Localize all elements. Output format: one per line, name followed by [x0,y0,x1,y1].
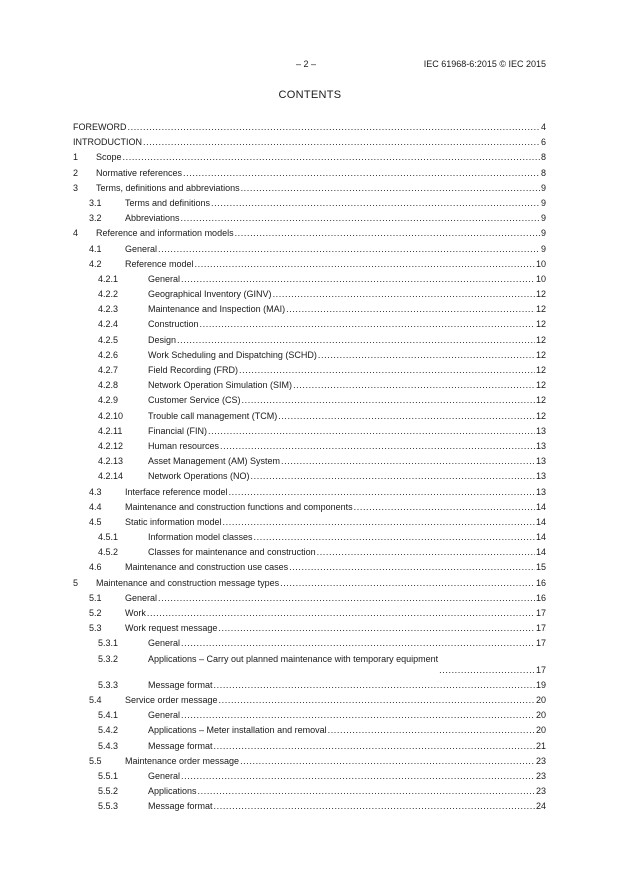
toc-section-number: 2 [73,167,79,178]
toc-dot-leader [214,680,535,691]
toc-section-number: 4.6 [89,562,102,573]
toc-dot-leader [128,122,540,133]
toc-leader-and-page [208,426,546,437]
toc-section-title: General [125,592,158,603]
toc-page-number: 17 [535,638,546,649]
toc-section-number: 5.4.2 [98,725,119,736]
toc-section-number: 4.1 [89,243,102,254]
toc-entry[interactable] [73,786,546,797]
toc-leader-and-page [318,350,546,361]
toc-entry[interactable] [73,578,546,589]
toc-dot-leader [219,695,535,706]
toc-page-number: 15 [535,562,546,573]
toc-section-title: Asset Management (AM) System [148,456,281,467]
toc-leader-and-page [281,456,546,467]
page-number-marker: – 2 – [296,59,317,69]
toc-leader-and-page [198,786,546,797]
toc-section-number: 3.2 [89,213,102,224]
toc-section-number: 5.3.3 [98,679,119,690]
toc-section-title: Maintenance and construction functions and components [125,501,353,512]
toc-entry[interactable] [73,411,546,422]
toc-dot-leader [158,244,540,255]
toc-section-title: Information model classes [148,532,253,543]
toc-section-title: Message format [148,801,213,812]
toc-section-title: Geographical Inventory (GINV) [148,289,272,300]
toc-page-number: 19 [535,679,546,690]
toc-entry[interactable] [73,680,546,691]
contents-heading: CONTENTS [278,89,342,101]
toc-section-number: 4 [73,228,79,239]
toc-entry[interactable] [73,608,546,619]
toc-entry[interactable] [73,259,546,270]
toc-page-number: 17 [535,664,546,675]
toc-section-title: Work Scheduling and Dispatching (SCHD) [148,349,317,360]
toc-leader-and-page [214,801,546,812]
toc-leader-and-page [235,228,546,239]
toc-dot-leader [123,152,540,163]
toc-leader-and-page [143,137,546,148]
toc-entry[interactable] [73,137,546,148]
toc-section-title: Normative references [96,167,183,178]
toc-entry[interactable] [73,244,546,255]
toc-section-number: 4.2.2 [98,289,119,300]
toc-section-title: Maintenance and construction use cases [125,562,289,573]
toc-page-number: 13 [535,440,546,451]
toc-dot-leader [214,801,535,812]
toc-page-number: 23 [535,755,546,766]
toc-leader-and-page [218,623,546,634]
toc-section-number: 3 [73,182,79,193]
toc-section-title: Customer Service (CS) [148,395,241,406]
toc-page-number: 14 [535,501,546,512]
toc-dot-leader [293,380,535,391]
toc-dot-leader [286,304,535,315]
toc-section-number: 4.2 [89,258,102,269]
toc-page-number: 12 [535,289,546,300]
toc-page-number: 16 [535,577,546,588]
toc-leader-and-page [278,411,546,422]
toc-section-number: 4.2.13 [98,456,124,467]
toc-page-number: 13 [535,425,546,436]
toc-dot-leader [158,593,535,604]
toc-page-number: 20 [535,694,546,705]
toc-section-number: 5.5 [89,755,102,766]
toc-leader-and-page [220,441,546,452]
toc-section-number: 4.5 [89,516,102,527]
toc-section-title: Message format [148,740,213,751]
toc-leader-and-page [181,213,546,224]
toc-leader-and-page [439,665,546,676]
toc-section-number: 4.2.8 [98,380,119,391]
toc-section-title: Classes for maintenance and construction [148,547,316,558]
toc-page-number: 9 [540,197,546,208]
toc-section-title: General [148,770,181,781]
toc-leader-and-page [229,487,546,498]
toc-page-number: 12 [535,319,546,330]
toc-entry[interactable] [73,274,546,285]
toc-dot-leader [251,471,535,482]
toc-section-number: 4.5.1 [98,532,119,543]
toc-page-number: 20 [535,710,546,721]
toc-entry[interactable] [73,228,546,239]
toc-section-title: Applications – Carry out planned maintenance with temporary equipment [148,653,439,664]
toc-page-number: 12 [535,304,546,315]
toc-page-number: 12 [535,334,546,345]
toc-page-number: 14 [535,547,546,558]
toc-entry[interactable] [73,562,546,573]
toc-entry[interactable] [73,487,546,498]
toc-leader-and-page [181,710,546,721]
toc-entry[interactable] [73,183,546,194]
toc-page-number: 10 [535,258,546,269]
toc-leader-and-page [214,741,546,752]
toc-leader-and-page [195,259,546,270]
toc-leader-and-page [328,725,546,736]
toc-dot-leader [328,725,535,736]
toc-page-number: 8 [540,167,546,178]
toc-dot-leader [229,487,535,498]
table-of-contents [73,122,546,816]
toc-page-number: 24 [535,801,546,812]
toc-section-number: 5.4.1 [98,710,119,721]
toc-entry[interactable] [73,456,546,467]
toc-dot-leader [235,228,540,239]
toc-dot-leader [195,259,535,270]
toc-page-number: 9 [540,243,546,254]
toc-page-number: 20 [535,725,546,736]
toc-entry[interactable] [73,441,546,452]
toc-leader-and-page [181,638,546,649]
toc-page-number: 6 [540,137,546,148]
toc-entry[interactable] [73,771,546,782]
toc-section-number: 4.2.6 [98,349,119,360]
toc-dot-leader [211,198,540,209]
toc-section-number: 5.3.1 [98,638,119,649]
toc-section-title: Work [125,608,146,618]
toc-section-title: Message format [148,679,213,690]
toc-entry[interactable] [73,350,546,361]
toc-section-title: Applications [148,786,197,797]
toc-page-number: 13 [535,456,546,467]
toc-dot-leader [181,638,535,649]
toc-entry[interactable] [73,638,546,649]
toc-dot-leader [278,411,535,422]
toc-section-title: FOREWORD [73,122,127,132]
toc-dot-leader [354,502,535,513]
toc-section-title: Scope [96,152,122,163]
toc-dot-leader [198,786,535,797]
toc-dot-leader [177,335,535,346]
toc-page-number: 9 [540,182,546,193]
toc-entry[interactable] [73,623,546,634]
toc-entry[interactable] [73,380,546,391]
toc-section-title: Reference and information models [96,228,234,239]
toc-page-number: 13 [535,486,546,497]
toc-section-number: 4.2.4 [98,319,119,330]
toc-leader-and-page [158,593,546,604]
toc-section-title: Maintenance order message [125,755,240,766]
toc-section-number: 4.2.12 [98,440,124,451]
toc-section-number: 5.1 [89,592,102,603]
toc-dot-leader [318,350,535,361]
toc-leader-and-page [147,608,546,619]
toc-section-title: Static information model [125,516,222,527]
toc-section-title: General [148,638,181,649]
toc-section-number: 5 [73,577,79,588]
standard-reference: IEC 61968-6:2015 © IEC 2015 [423,59,546,69]
toc-section-title: Abbreviations [125,213,180,224]
toc-section-title: Terms, definitions and abbreviations [96,182,240,193]
toc-entry[interactable] [73,213,546,224]
toc-section-number: 5.3.2 [98,653,119,664]
toc-page-number: 17 [535,623,546,634]
toc-section-number: 1 [73,152,79,163]
toc-dot-leader [273,289,535,300]
toc-entry[interactable] [73,756,546,767]
toc-page-number: 12 [535,365,546,375]
toc-entry[interactable] [73,304,546,315]
toc-leader-and-page [240,756,546,767]
toc-leader-and-page [273,289,546,300]
toc-leader-and-page [219,695,546,706]
toc-dot-leader [143,137,540,148]
toc-section-title: General [148,710,181,721]
toc-section-title: Work request message [125,623,218,634]
toc-section-title: Maintenance and construction message types [96,577,280,588]
toc-dot-leader [183,168,540,179]
toc-section-title: Network Operations (NO) [148,471,250,482]
toc-section-number: 4.2.3 [98,304,119,315]
toc-section-title: Applications – Meter installation and removal [148,725,327,736]
toc-section-title: Financial (FIN) [148,425,208,436]
toc-section-title: Maintenance and Inspection (MAI) [148,304,286,315]
toc-section-title: Network Operation Simulation (SIM) [148,380,293,391]
toc-section-title: General [148,273,181,284]
toc-page-number: 14 [535,516,546,527]
toc-section-number: 5.4.3 [98,740,119,751]
toc-section-title: Trouble call management (TCM) [148,410,278,421]
toc-dot-leader [317,547,535,558]
toc-section-number: 4.2.5 [98,334,119,345]
toc-section-number: 4.5.2 [98,547,119,558]
toc-dot-leader [181,710,535,721]
toc-leader-and-page [214,680,546,691]
toc-leader-and-page [128,122,547,133]
toc-leader-and-page [200,319,546,330]
toc-section-title: Terms and definitions [125,197,211,208]
toc-leader-and-page [354,502,546,513]
toc-section-number: 4.2.11 [98,425,123,436]
toc-page-number: 10 [535,273,546,284]
toc-entry[interactable] [73,319,546,330]
toc-section-title: Design [148,334,177,345]
toc-entry[interactable] [73,532,546,543]
toc-page-number: 16 [535,592,546,603]
toc-entry[interactable] [73,152,546,163]
toc-entry[interactable] [73,122,546,133]
toc-page-number: 21 [535,740,546,751]
toc-leader-and-page [211,198,546,209]
toc-page-number: 9 [540,213,546,224]
toc-section-title: Service order message [125,694,218,705]
toc-page-number: 8 [540,152,546,163]
toc-leader-and-page [254,532,546,543]
toc-section-number: 5.5.1 [98,770,119,781]
toc-section-number: 5.5.3 [98,801,119,812]
toc-entry[interactable] [73,471,546,482]
toc-dot-leader [241,183,540,194]
toc-page-number: 17 [535,608,546,618]
toc-page-number: 12 [535,349,546,360]
toc-section-title: General [125,243,158,254]
toc-section-number: 5.5.2 [98,786,119,797]
toc-entry[interactable] [73,395,546,406]
toc-entry[interactable] [73,547,546,558]
toc-section-title: Human resources [148,440,220,451]
toc-entry[interactable] [73,289,546,300]
toc-entry[interactable] [73,198,546,209]
toc-entry[interactable] [73,502,546,513]
toc-section-number: 4.2.1 [98,273,119,284]
toc-leader-and-page [289,562,546,573]
toc-entry[interactable] [73,725,546,736]
toc-leader-and-page [251,471,546,482]
toc-dot-leader [208,426,535,437]
toc-leader-and-page [280,578,546,589]
toc-page-number: 13 [535,471,546,482]
toc-section-number: 4.3 [89,486,102,497]
toc-leader-and-page [177,335,546,346]
toc-dot-leader [181,213,540,224]
toc-dot-leader [181,274,535,285]
toc-page-number: 12 [535,410,546,421]
toc-leader-and-page [286,304,546,315]
toc-entry[interactable] [73,426,546,437]
toc-leader-and-page [123,152,546,163]
toc-section-title: Reference model [125,258,194,269]
toc-section-title: Interface reference model [125,486,228,497]
toc-dot-leader [280,578,535,589]
toc-dot-leader [220,441,535,452]
toc-leader-and-page [317,547,546,558]
toc-entry[interactable] [73,517,546,528]
toc-entry[interactable] [73,335,546,346]
toc-page-number: 12 [535,395,546,406]
toc-dot-leader [147,608,535,619]
toc-entry[interactable] [73,741,546,752]
toc-leader-and-page [241,183,546,194]
toc-dot-leader [439,665,535,676]
toc-dot-leader [214,741,535,752]
toc-dot-leader [181,771,535,782]
toc-dot-leader [242,395,535,406]
toc-leader-and-page [242,395,546,406]
toc-leader-and-page [181,274,546,285]
toc-dot-leader [239,365,535,376]
toc-dot-leader [218,623,535,634]
toc-section-number: 5.3 [89,623,102,634]
toc-section-number: 4.2.7 [98,365,119,375]
toc-section-title: Construction [148,319,199,330]
toc-section-number: 4.2.14 [98,471,124,482]
toc-leader-and-page [239,365,546,376]
toc-dot-leader [254,532,535,543]
toc-section-number: 5.4 [89,694,102,705]
toc-entry[interactable] [73,593,546,604]
toc-section-number: 4.2.10 [98,410,124,421]
toc-leader-and-page [158,244,546,255]
toc-section-title: Field Recording (FRD) [148,365,239,375]
toc-section-number: 4.2.9 [98,395,119,406]
toc-leader-and-page [223,517,546,528]
toc-page-number: 14 [535,532,546,543]
toc-dot-leader [240,756,535,767]
toc-page-number: 12 [535,380,546,391]
toc-page-number: 23 [535,770,546,781]
toc-dot-leader [200,319,535,330]
toc-leader-and-page [181,771,546,782]
toc-section-number: 3.1 [89,197,102,208]
toc-dot-leader [281,456,535,467]
toc-page-number: 9 [540,228,546,239]
toc-entry[interactable] [73,695,546,706]
toc-entry[interactable] [73,168,546,179]
toc-entry[interactable] [73,654,546,676]
toc-entry[interactable] [73,365,546,376]
toc-page-number: 4 [540,122,546,132]
toc-entry[interactable] [73,710,546,721]
toc-section-number: 5.2 [89,608,102,618]
toc-section-title: INTRODUCTION [73,137,142,148]
toc-page-number: 23 [535,786,546,797]
toc-leader-and-page [293,380,546,391]
toc-section-number: 4.4 [89,501,102,512]
toc-dot-leader [223,517,535,528]
toc-entry[interactable] [73,801,546,812]
toc-dot-leader [289,562,535,573]
toc-leader-and-page [183,168,546,179]
